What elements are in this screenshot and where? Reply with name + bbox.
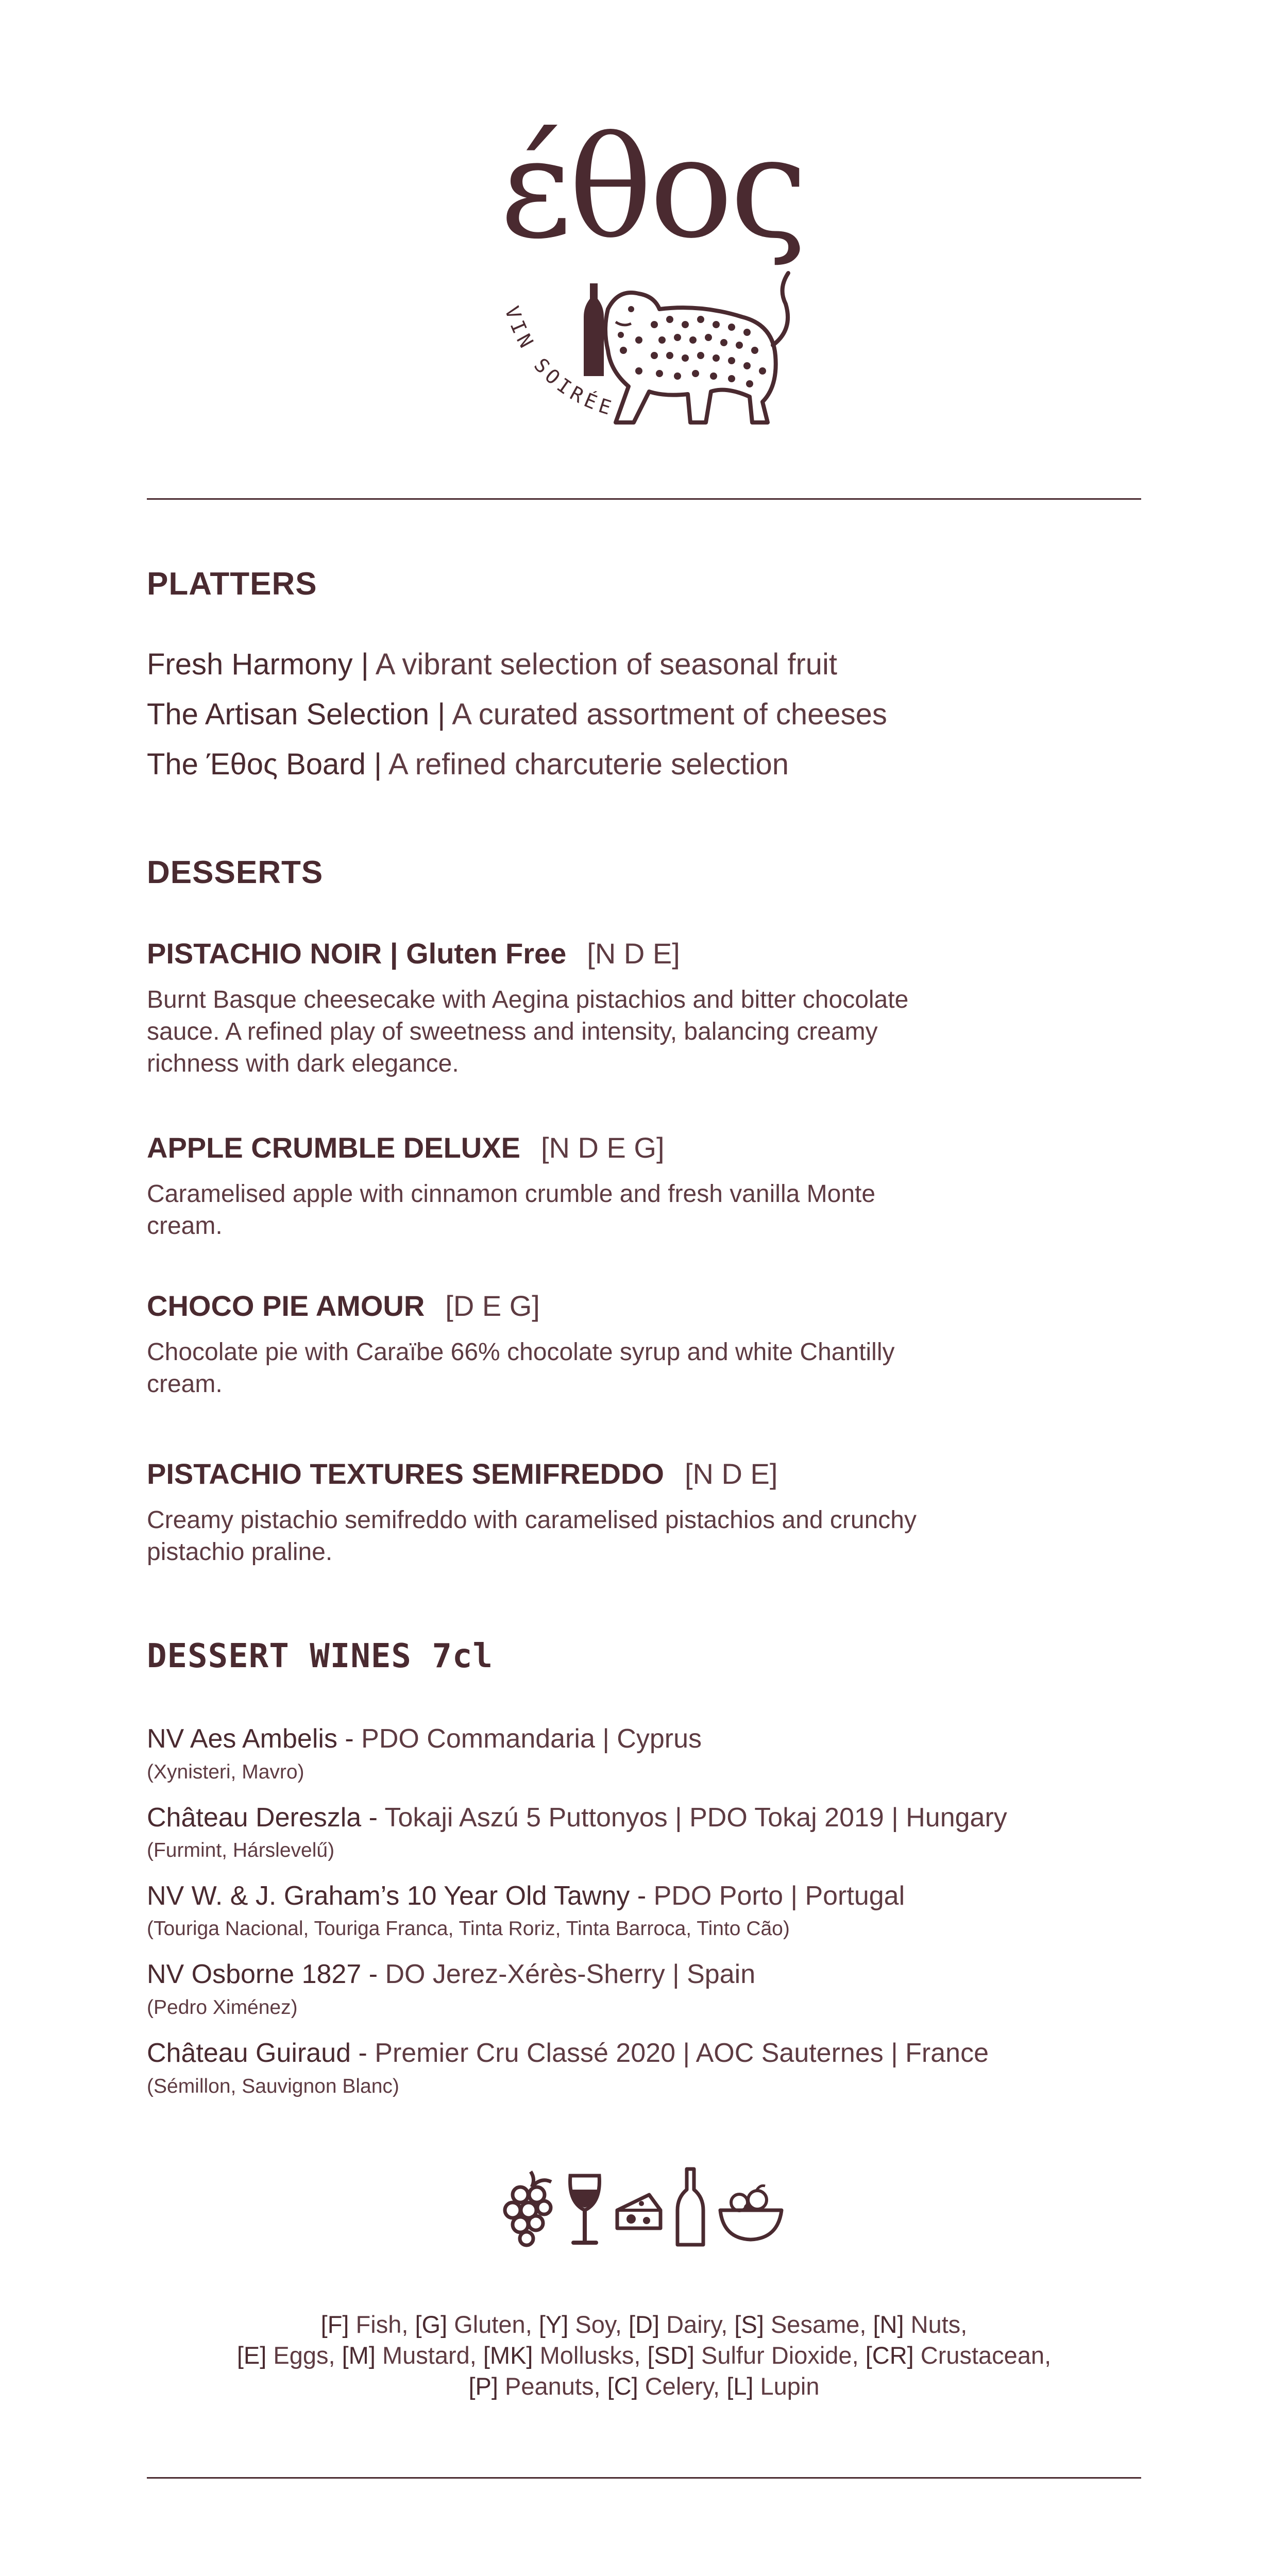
wine-item: Château Guiraud - Premier Cru Classé 2020 | AOC Sauternes | France	[147, 2038, 989, 2068]
dessert-name: APPLE CRUMBLE DELUXE	[147, 1131, 520, 1164]
platter-name: The Artisan Selection |	[147, 698, 446, 731]
wine-detail: PDO Commandaria | Cyprus	[361, 1724, 702, 1754]
allergen-legend-line: [F] Fish, [G] Gluten, [Y] Soy, [D] Dairy, [S] Sesame, [N] Nuts,	[320, 2311, 968, 2338]
dessert-title	[147, 1131, 665, 1164]
wine-item: Château Dereszla - Tokaji Aszú 5 Puttonyos | PDO Tokaj 2019 | Hungary	[147, 1803, 1007, 1833]
platter-name: Fresh Harmony |	[147, 648, 369, 681]
dessert-allergens: [N D E]	[684, 1458, 778, 1490]
bottom-divider	[147, 2477, 1141, 2479]
wine-glass-icon	[564, 2172, 605, 2249]
dessert-description: Burnt Basque cheesecake with Aegina pistachios and bitter chocolate sauce. A refined play of sweetness and intensity, balancing creamy richness with dark elegance.	[147, 986, 909, 1077]
wine-grapes: (Sémillon, Sauvignon Blanc)	[147, 2075, 399, 2097]
platter-item	[147, 747, 789, 782]
wine-grapes: (Xynisteri, Mavro)	[147, 1761, 304, 1783]
icon-row	[500, 2166, 788, 2249]
cheese-icon	[613, 2187, 665, 2239]
desserts-heading: DESSERTS	[147, 855, 324, 890]
wine-item: NV Osborne 1827 - DO Jerez-Xérès-Sherry | Spain	[147, 1959, 756, 1989]
dessert-allergens: [D E G]	[445, 1290, 540, 1322]
dessert-allergens: [N D E]	[587, 937, 680, 970]
leopard-with-bottle-icon	[484, 268, 804, 443]
dessert-description: Chocolate pie with Caraïbe 66% chocolate syrup and white Chantilly cream.	[147, 1338, 895, 1398]
wine-item: NV W. & J. Graham’s 10 Year Old Tawny - PDO Porto | Portugal	[147, 1881, 905, 1911]
allergen-legend-line: [P] Peanuts, [C] Celery, [L] Lupin	[468, 2372, 820, 2400]
dessert-title	[147, 1457, 777, 1490]
wine-name: Château Guiraud	[147, 2038, 351, 2068]
platters-heading: PLATTERS	[147, 566, 317, 602]
wine-detail: PDO Porto | Portugal	[653, 1881, 905, 1911]
dessert-title	[147, 937, 680, 970]
dessert-name: PISTACHIO NOIR | Gluten Free	[147, 937, 567, 970]
dessert-name: CHOCO PIE AMOUR	[147, 1290, 425, 1322]
platter-desc: A curated assortment of cheeses	[452, 698, 887, 731]
dessert-title	[147, 1289, 540, 1323]
grapes-icon	[500, 2166, 556, 2249]
wine-name: NV Aes Ambelis	[147, 1724, 337, 1754]
wine-grapes: (Touriga Nacional, Touriga Franca, Tinta Roriz, Tinta Barroca, Tinto Cão)	[147, 1918, 790, 1940]
logo-tagline: VIN SOIRÉE	[500, 303, 618, 421]
wine-bottle-icon	[672, 2166, 708, 2249]
platter-desc: A refined charcuterie selection	[388, 748, 789, 781]
brand-logo	[484, 107, 805, 438]
platter-item	[147, 647, 837, 682]
wine-detail: Premier Cru Classé 2020 | AOC Sauternes | France	[375, 2038, 989, 2068]
wine-detail: Tokaji Aszú 5 Puttonyos | PDO Tokaj 2019 | Hungary	[384, 1803, 1007, 1833]
dessert-description: Caramelised apple with cinnamon crumble and fresh vanilla Monte cream.	[147, 1180, 876, 1240]
platter-name: The Έθος Board |	[147, 748, 382, 781]
platter-desc: A vibrant selection of seasonal fruit	[375, 648, 838, 681]
wine-name: NV W. & J. Graham’s 10 Year Old Tawny	[147, 1881, 630, 1911]
logo-wordmark: έθος	[500, 107, 805, 269]
top-divider	[147, 498, 1141, 500]
platter-item	[147, 697, 887, 732]
wine-grapes: (Furmint, Hárslevelű)	[147, 1839, 335, 1861]
dessert-name: PISTACHIO TEXTURES SEMIFREDDO	[147, 1458, 664, 1490]
wine-item: NV Aes Ambelis - PDO Commandaria | Cyprus	[147, 1724, 702, 1754]
wine-detail: DO Jerez-Xérès-Sherry | Spain	[385, 1959, 756, 1989]
wine-name: NV Osborne 1827	[147, 1959, 362, 1989]
fruit-bowl-icon	[716, 2182, 786, 2244]
allergen-legend-line: [E] Eggs, [M] Mustard, [MK] Mollusks, [SD] Sulfur Dioxide, [CR] Crustacean,	[236, 2342, 1052, 2369]
allergen-legend	[147, 2309, 1141, 2402]
dessert-allergens: [N D E G]	[540, 1131, 665, 1164]
dessert-description: Creamy pistachio semifreddo with caramelised pistachios and crunchy pistachio praline.	[147, 1506, 917, 1566]
wine-name: Château Dereszla	[147, 1803, 362, 1833]
dessert-wines-heading: DESSERT WINES 7cl	[147, 1637, 494, 1675]
wine-grapes: (Pedro Ximénez)	[147, 1996, 298, 2019]
